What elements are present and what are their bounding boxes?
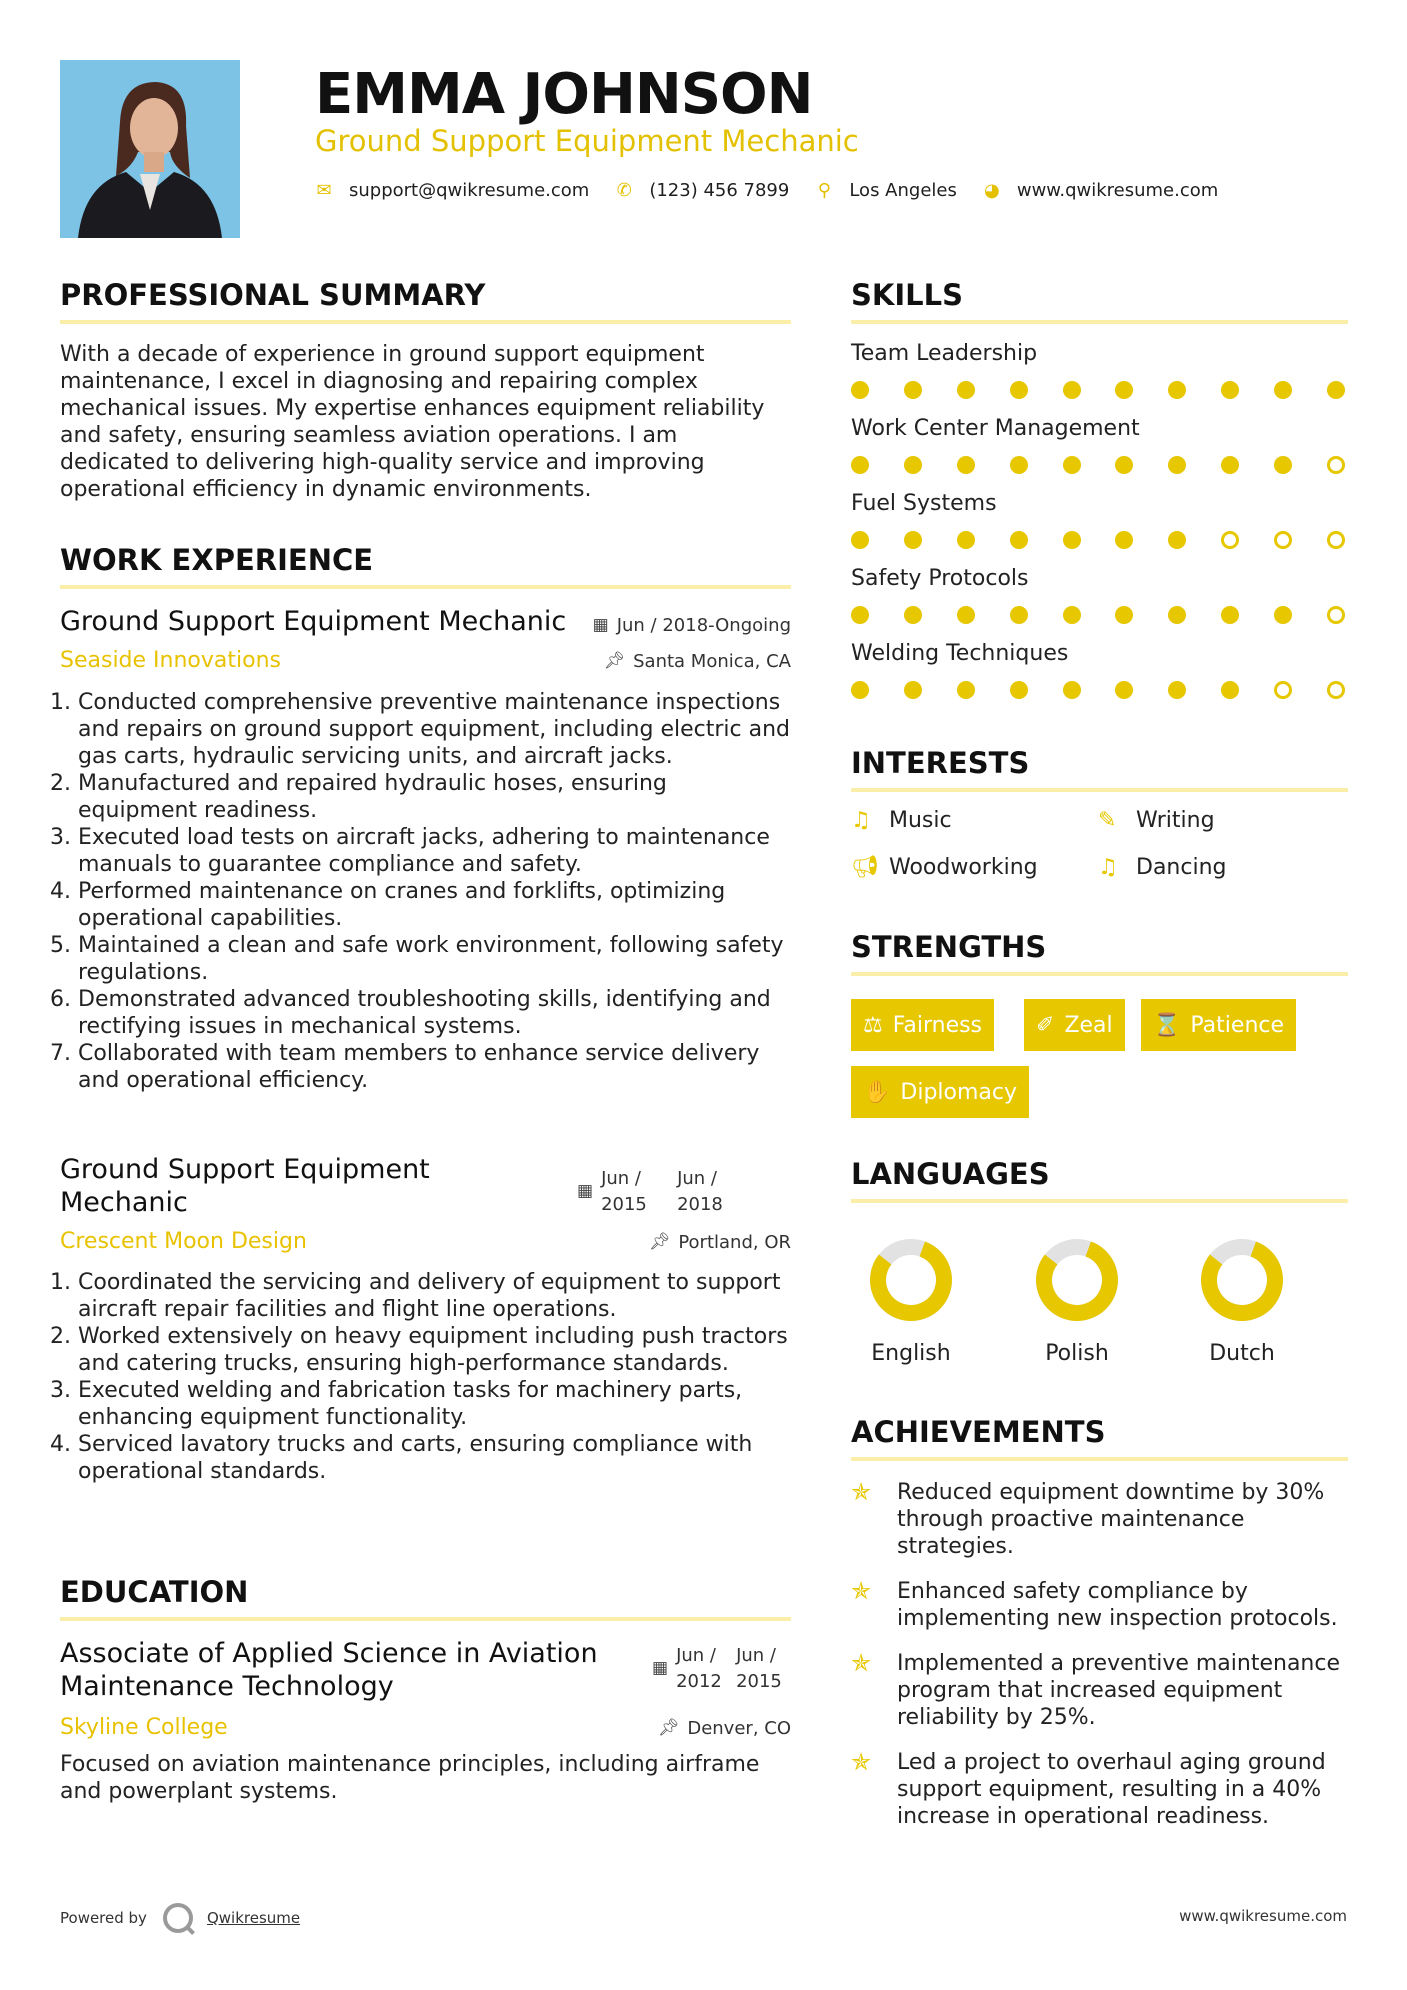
rating-dot-filled	[1168, 606, 1186, 624]
rating-dot-filled	[1168, 381, 1186, 399]
pushpin-icon: 📌︎	[603, 651, 626, 671]
pushpin-icon: 📌︎	[657, 1718, 680, 1738]
shooting-star-icon: ✯	[851, 1478, 872, 1506]
achievement-item	[851, 1578, 1348, 1632]
rating-dot-empty	[1327, 456, 1345, 474]
rating-dot-filled	[1274, 456, 1292, 474]
rating-dot-filled	[1274, 381, 1292, 399]
job-title: Ground Support Equipment Mechanic	[60, 1154, 430, 1218]
rating-dot-filled	[851, 681, 869, 699]
gavel-icon: ✐	[1036, 1012, 1055, 1038]
degree-title: Associate of Applied Science in Aviation Maintenance Technology	[60, 1638, 598, 1702]
rating-dot-empty	[1274, 681, 1292, 699]
rating-dot-filled	[1010, 681, 1028, 699]
interest-item	[1098, 808, 1215, 833]
education-date-end: Jun / 2015	[736, 1645, 782, 1692]
rating-dot-filled	[1063, 381, 1081, 399]
job-date-end: Jun / 2018	[677, 1168, 723, 1215]
education-dates	[652, 1643, 788, 1695]
megaphone-icon: 📢︎	[851, 855, 879, 880]
rating-dot-filled	[851, 381, 869, 399]
experience-heading: WORK EXPERIENCE	[60, 543, 374, 577]
education-date-start: Jun / 2012	[676, 1645, 722, 1692]
email-text: support@qwikresume.com	[349, 180, 590, 201]
list-item: 6. Demonstrated advanced troubleshooting skills, identifying and rectifying issues in mechanical systems.	[78, 986, 791, 1040]
strength-badge	[851, 999, 994, 1051]
calendar-icon: ▦	[652, 1658, 669, 1678]
interest-label: Music	[889, 808, 952, 833]
list-item: 2. Worked extensively on heavy equipment including push tractors and catering trucks, ensuring high-performance standards.	[78, 1323, 791, 1377]
contact-location	[815, 180, 957, 201]
contact-phone[interactable]	[615, 180, 789, 201]
education-heading: EDUCATION	[60, 1575, 249, 1609]
list-item: 5. Maintained a clean and safe work environment, following safety regulations.	[78, 932, 791, 986]
achievement-item	[851, 1650, 1348, 1731]
language-name: Polish	[1045, 1341, 1109, 1366]
rating-dot-filled	[1115, 531, 1133, 549]
job-dates	[577, 1166, 741, 1218]
strength-label: Zeal	[1064, 1012, 1113, 1038]
summary-text: With a decade of experience in ground support equipment maintenance, I excel in diagnosing and repairing complex mechanical issues. My expertise enhances equipment reliability and safety, ensuring seamless aviation operations. I am dedicated to delivering high-quality service and improving operational efficiency in dynamic environments.	[60, 342, 765, 502]
achievement-item	[851, 1749, 1348, 1830]
shooting-star-icon: ✯	[851, 1748, 872, 1776]
interest-label: Woodworking	[889, 855, 1038, 880]
education-location-text: Denver, CO	[687, 1718, 791, 1739]
rating-dot-filled	[1115, 381, 1133, 399]
skills-divider	[851, 320, 1348, 324]
skill-rating	[851, 681, 1345, 699]
calendar-icon: ▦	[592, 615, 609, 635]
strengths-divider	[851, 972, 1348, 976]
rating-dot-filled	[957, 456, 975, 474]
language-ring	[1032, 1235, 1122, 1329]
music-note-icon: ♫	[851, 808, 871, 833]
skill-rating	[851, 531, 1345, 549]
summary-divider	[60, 320, 791, 324]
rating-dot-empty	[1221, 531, 1239, 549]
shooting-star-icon: ✯	[851, 1649, 872, 1677]
languages-divider	[851, 1199, 1348, 1203]
strength-badge	[851, 1066, 1029, 1118]
job-company: Crescent Moon Design	[60, 1229, 307, 1254]
strength-badge	[1024, 999, 1125, 1051]
strength-label: Patience	[1190, 1012, 1285, 1038]
person-silhouette-icon	[60, 60, 240, 238]
rating-dot-filled	[1063, 606, 1081, 624]
contact-bar	[315, 180, 1244, 201]
experience-divider	[60, 585, 791, 589]
education-location	[658, 1718, 791, 1739]
list-item: 4. Performed maintenance on cranes and forklifts, optimizing operational capabilities.	[78, 878, 791, 932]
achievement-text: Implemented a preventive maintenance program that increased equipment reliability by 25%.	[897, 1651, 1341, 1730]
contact-email[interactable]	[315, 180, 589, 201]
rating-dot-filled	[1115, 681, 1133, 699]
phone-icon: ✆	[616, 180, 632, 201]
rating-dot-filled	[1221, 381, 1239, 399]
location-text: Los Angeles	[849, 180, 957, 201]
education-divider	[60, 1617, 791, 1621]
skills-heading: SKILLS	[851, 278, 963, 312]
rating-dot-filled	[904, 681, 922, 699]
summary-heading: PROFESSIONAL SUMMARY	[60, 278, 486, 312]
interest-item	[1098, 855, 1226, 880]
rating-dot-filled	[1221, 681, 1239, 699]
list-item: 3. Executed welding and fabrication tasks for machinery parts, enhancing equipment functionality.	[78, 1377, 791, 1431]
job-location-text: Portland, OR	[678, 1232, 791, 1253]
job-company: Seaside Innovations	[60, 648, 281, 673]
list-item: 4. Serviced lavatory trucks and carts, ensuring compliance with operational standards.	[78, 1431, 791, 1485]
job-title: Ground Support Equipment Mechanic	[60, 606, 567, 637]
skill-name: Work Center Management	[851, 416, 1140, 441]
skill-name: Fuel Systems	[851, 491, 997, 516]
interest-label: Writing	[1136, 808, 1215, 833]
rating-dot-filled	[1063, 456, 1081, 474]
skill-name: Team Leadership	[851, 341, 1038, 366]
interests-heading: INTERESTS	[851, 746, 1030, 780]
job-date-start: Jun / 2015	[601, 1168, 647, 1215]
rating-dot-filled	[1168, 456, 1186, 474]
contact-website[interactable]	[983, 180, 1218, 201]
rating-dot-filled	[1168, 531, 1186, 549]
achievements-heading: ACHIEVEMENTS	[851, 1415, 1106, 1449]
rating-dot-filled	[1063, 681, 1081, 699]
balance-scale-icon: ⚖	[863, 1012, 883, 1038]
rating-dot-filled	[904, 531, 922, 549]
rating-dot-filled	[957, 381, 975, 399]
hourglass-icon: ⌛	[1153, 1012, 1181, 1038]
language-name: Dutch	[1209, 1341, 1275, 1366]
globe-icon: ◕	[983, 180, 1000, 201]
pushpin-icon: 📌︎	[648, 1232, 671, 1252]
rating-dot-filled	[957, 606, 975, 624]
rating-dot-filled	[957, 681, 975, 699]
language-ring	[1197, 1235, 1287, 1329]
handshake-icon: ✋	[863, 1079, 891, 1105]
job-duties-list	[60, 1269, 791, 1485]
rating-dot-filled	[1221, 456, 1239, 474]
languages-heading: LANGUAGES	[851, 1157, 1050, 1191]
list-item: 1. Conducted comprehensive preventive maintenance inspections and repairs on ground support equipment, including electric and gas carts, hydraulic servicing units, and aircraft jacks.	[78, 689, 791, 770]
job-location-text: Santa Monica, CA	[633, 651, 791, 672]
list-item: 3. Executed load tests on aircraft jacks, adhering to maintenance manuals to guarantee compliance and safety.	[78, 824, 791, 878]
qwikresume-logo-icon	[163, 1903, 193, 1933]
rating-dot-filled	[851, 456, 869, 474]
calendar-icon: ▦	[577, 1181, 594, 1201]
skill-rating	[851, 606, 1345, 624]
footer-branding	[60, 1903, 300, 1933]
rating-dot-filled	[1327, 381, 1345, 399]
rating-dot-filled	[851, 606, 869, 624]
achievement-text: Led a project to overhaul aging ground support equipment, resulting in a 40% increase in operational readiness.	[897, 1750, 1326, 1829]
rating-dot-filled	[1274, 606, 1292, 624]
language-name: English	[871, 1341, 951, 1366]
rating-dot-filled	[904, 381, 922, 399]
achievement-item	[851, 1479, 1348, 1560]
job-dates	[593, 615, 791, 636]
profile-photo	[60, 60, 240, 238]
job-location	[604, 651, 791, 672]
map-pin-icon: ⚲	[817, 180, 831, 201]
rating-dot-filled	[1115, 456, 1133, 474]
footer-website[interactable]: www.qwikresume.com	[1179, 1907, 1347, 1925]
list-item: 2. Manufactured and repaired hydraulic hoses, ensuring equipment readiness.	[78, 770, 791, 824]
language-ring	[866, 1235, 956, 1329]
rating-dot-filled	[1010, 456, 1028, 474]
job-duties-list	[60, 689, 791, 1094]
rating-dot-empty	[1274, 531, 1292, 549]
rating-dot-filled	[1010, 531, 1028, 549]
list-item: 1. Coordinated the servicing and delivery of equipment to support aircraft repair facilities and flight line operations.	[78, 1269, 791, 1323]
achievements-divider	[851, 1457, 1348, 1461]
candidate-name: EMMA JOHNSON	[315, 62, 813, 127]
job-date-text: Jun / 2018-Ongoing	[616, 615, 791, 636]
skill-name: Safety Protocols	[851, 566, 1029, 591]
strength-label: Diplomacy	[900, 1079, 1018, 1105]
pencil-icon: ✎	[1098, 808, 1117, 833]
rating-dot-filled	[904, 606, 922, 624]
strengths-heading: STRENGTHS	[851, 930, 1047, 964]
school-name: Skyline College	[60, 1715, 228, 1740]
education-description: Focused on aviation maintenance principles, including airframe and powerplant systems.	[60, 1752, 760, 1804]
rating-dot-filled	[1063, 531, 1081, 549]
skill-name: Welding Techniques	[851, 641, 1069, 666]
website-text: www.qwikresume.com	[1016, 180, 1219, 201]
rating-dot-empty	[1327, 681, 1345, 699]
envelope-icon: ✉	[316, 180, 332, 201]
strength-label: Fairness	[892, 1012, 983, 1038]
achievement-text: Enhanced safety compliance by implementing new inspection protocols.	[897, 1579, 1338, 1631]
shooting-star-icon: ✯	[851, 1577, 872, 1605]
candidate-role: Ground Support Equipment Mechanic	[315, 124, 859, 158]
brand-link[interactable]: Qwikresume	[206, 1909, 301, 1927]
music-note-icon: ♫	[1098, 855, 1118, 880]
interest-item	[851, 808, 952, 833]
list-item: 7. Collaborated with team members to enhance service delivery and operational efficiency.	[78, 1040, 791, 1094]
interests-divider	[851, 788, 1348, 792]
rating-dot-filled	[957, 531, 975, 549]
interest-item	[851, 855, 1038, 880]
powered-by-text: Powered by	[60, 1909, 147, 1927]
skill-rating	[851, 456, 1345, 474]
rating-dot-empty	[1327, 531, 1345, 549]
rating-dot-filled	[1221, 606, 1239, 624]
achievement-text: Reduced equipment downtime by 30% through proactive maintenance strategies.	[897, 1480, 1325, 1559]
rating-dot-filled	[1168, 681, 1186, 699]
rating-dot-filled	[1115, 606, 1133, 624]
rating-dot-filled	[851, 531, 869, 549]
rating-dot-filled	[904, 456, 922, 474]
job-location	[649, 1232, 791, 1253]
rating-dot-filled	[1010, 606, 1028, 624]
rating-dot-filled	[1010, 381, 1028, 399]
phone-text: (123) 456 7899	[649, 180, 790, 201]
skill-rating	[851, 381, 1345, 399]
strength-badge	[1141, 999, 1296, 1051]
rating-dot-empty	[1327, 606, 1345, 624]
interest-label: Dancing	[1136, 855, 1227, 880]
